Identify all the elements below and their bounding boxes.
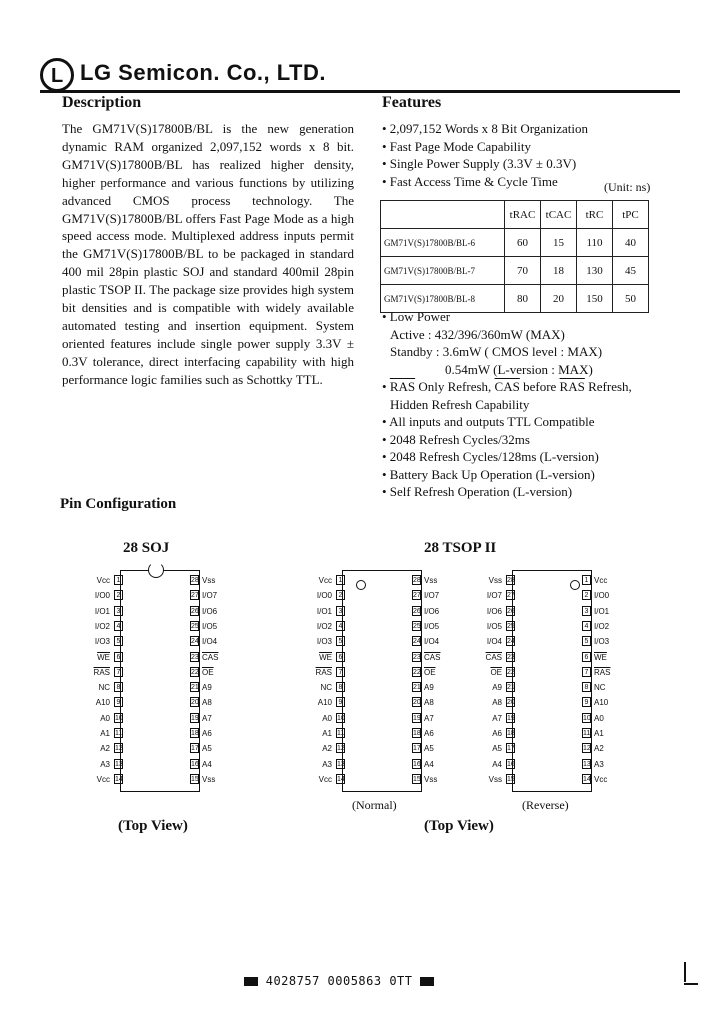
feature-item: • Fast Access Time & Cycle Time xyxy=(382,173,558,189)
feature-item: • Single Power Supply (3.3V ± 0.3V) xyxy=(382,156,577,171)
top-view-tsop: (Top View) xyxy=(424,818,494,834)
reverse-label: (Reverse) xyxy=(522,798,569,812)
pin-name: Vcc xyxy=(96,774,110,784)
pin-number: 13 xyxy=(337,760,345,768)
table-cell: 80 xyxy=(505,285,541,313)
pin-name: A2 xyxy=(594,744,604,754)
top-view-soj: (Top View) xyxy=(118,818,188,834)
pin-number: 5 xyxy=(114,636,123,646)
pin-number: 28 xyxy=(507,577,515,584)
pin-config-title: Pin Configuration xyxy=(60,496,177,512)
pin-number: 27 xyxy=(191,592,199,600)
pin-number: 24 xyxy=(413,638,421,646)
pin-number: 10 xyxy=(337,714,345,722)
pin-number: 15 xyxy=(413,775,421,783)
pin-number: 22 xyxy=(413,668,421,676)
ras-signal: $\overline{RAS}$ xyxy=(389,379,416,394)
pin-name: I/O4 xyxy=(424,637,440,647)
header-rule xyxy=(40,90,680,93)
pin-number: 7 xyxy=(582,667,591,677)
features-title: Features xyxy=(382,94,442,111)
feature-item: • 2048 Refresh Cycles/32ms xyxy=(382,431,530,447)
pin-name: A3 xyxy=(594,759,604,769)
part-number: GM71V(S)17800B/BL-8 xyxy=(381,285,505,313)
feature-standby-l: 0.54mW (L-version : MAX) xyxy=(445,361,593,377)
pin-name: I/O3 xyxy=(316,637,332,647)
pin-name: A10 xyxy=(317,698,332,708)
logo-letter: L xyxy=(51,65,64,87)
pin-name: I/O7 xyxy=(486,591,502,601)
pin-name: A8 xyxy=(492,698,502,708)
table-cell: 40 xyxy=(613,229,649,257)
table-header: tPC xyxy=(613,201,649,229)
pin-number: 20 xyxy=(507,699,515,707)
soj-title: 28 SOJ xyxy=(123,540,170,556)
pin-number: 18 xyxy=(191,730,199,737)
pin-name: I/O0 xyxy=(94,591,110,601)
pin-number: 6 xyxy=(114,652,123,662)
pin-name: Vss xyxy=(424,576,438,585)
pin-number: 12 xyxy=(337,745,345,753)
pin-name: $\overline{CAS}$ xyxy=(485,652,502,662)
description-title: Description xyxy=(62,94,142,111)
pin-name: A5 xyxy=(492,744,502,754)
pin-name: A2 xyxy=(322,744,332,754)
pin-name: NC xyxy=(594,683,606,693)
pin-number: 2 xyxy=(336,590,345,600)
pin-name: Vss xyxy=(488,774,502,784)
table-cell: 130 xyxy=(577,257,613,285)
pin-name: A2 xyxy=(100,744,110,754)
pin-number: 19 xyxy=(191,714,199,722)
pin-name: $\overline{RAS}$ xyxy=(93,667,110,677)
chip-body xyxy=(512,570,592,792)
pin-number: 1 xyxy=(114,575,123,585)
pin-name: Vcc xyxy=(318,576,332,585)
pin-number: 28 xyxy=(191,577,199,584)
feature-hidden-refresh: Hidden Refresh Capability xyxy=(390,396,530,412)
pin-name: I/O1 xyxy=(316,606,332,616)
pin-name: A5 xyxy=(424,744,434,754)
pin-number: 21 xyxy=(413,684,421,692)
table-cell: 45 xyxy=(613,257,649,285)
pin-name: I/O4 xyxy=(486,637,502,647)
pin-number: 11 xyxy=(115,730,123,737)
pin-number: 2 xyxy=(114,590,123,600)
pin-number: 10 xyxy=(583,714,591,722)
tsop-title: 28 TSOP II xyxy=(424,540,497,556)
corner-mark xyxy=(684,962,686,982)
pin-number: 3 xyxy=(114,606,123,616)
pin-name: A4 xyxy=(202,759,212,769)
feature-item: • 2,097,152 Words x 8 Bit Organization xyxy=(382,121,588,136)
pin-number: 11 xyxy=(337,730,345,737)
pin-number: 4 xyxy=(114,621,123,631)
pin-name: A4 xyxy=(424,759,434,769)
pin1-dot xyxy=(570,580,580,590)
pin-name: I/O5 xyxy=(202,621,218,631)
refresh-text: before xyxy=(519,379,560,394)
pin-number: 4 xyxy=(582,621,591,631)
feature-refresh: • $\overline{RAS}$ Only Refresh, $\overline{CAS}$ before $\overline{RAS}$ Refresh, xyxy=(382,379,632,394)
feature-item: • Battery Back Up Operation (L-version) xyxy=(382,466,595,482)
pin-name: $\overline{WE}$ xyxy=(319,652,332,662)
pin-name: I/O0 xyxy=(316,591,332,601)
pin-name: A1 xyxy=(100,729,110,738)
feature-active: Active : 432/396/360mW (MAX) xyxy=(390,326,565,342)
pin-name: I/O7 xyxy=(424,591,440,601)
lg-logo xyxy=(40,58,74,92)
pin-number: 16 xyxy=(413,760,421,768)
pin-number: 7 xyxy=(114,667,123,677)
pin-number: 25 xyxy=(191,622,199,630)
pin-name: A0 xyxy=(322,713,332,723)
pin1-dot xyxy=(356,580,366,590)
pin-number: 23 xyxy=(413,653,421,661)
pin-number: 7 xyxy=(336,667,345,677)
pin-name: I/O6 xyxy=(202,606,218,616)
pin-name: I/O3 xyxy=(594,637,610,647)
pin-name: A8 xyxy=(202,698,212,708)
pin-number: 17 xyxy=(191,745,199,753)
table-cell: 15 xyxy=(541,229,577,257)
feature-item: • 2048 Refresh Cycles/128ms (L-version) xyxy=(382,449,599,464)
pin-number: 13 xyxy=(583,760,591,768)
pin-name: Vss xyxy=(202,576,216,585)
chip-body xyxy=(120,570,200,792)
pin-name: $\overline{CAS}$ xyxy=(202,652,219,662)
pin-name: A4 xyxy=(492,759,502,769)
pin-name: A0 xyxy=(100,713,110,723)
pin-number: 18 xyxy=(413,730,421,737)
pin-name: Vss xyxy=(424,774,438,784)
pin-name: A5 xyxy=(202,744,212,754)
feature-item: • Self Refresh Operation (L-version) xyxy=(382,484,573,499)
pin-number: 13 xyxy=(115,760,123,768)
pin-number: 15 xyxy=(507,775,515,783)
pin-name: $\overline{RAS}$ xyxy=(315,667,332,677)
pin-number: 27 xyxy=(507,592,515,600)
barcode-block xyxy=(244,977,258,986)
pin-number: 18 xyxy=(507,730,515,737)
pin-number: 26 xyxy=(413,607,421,615)
pin-number: 8 xyxy=(336,682,345,692)
pin-name: Vcc xyxy=(96,576,110,585)
pin-name: $\overline{CAS}$ xyxy=(424,652,441,662)
pin-number: 6 xyxy=(336,652,345,662)
pin-name: A1 xyxy=(594,729,604,738)
pin-name: I/O1 xyxy=(94,606,110,616)
pin-number: 19 xyxy=(507,714,515,722)
feature-standby: Standby : 3.6mW ( CMOS level : MAX) xyxy=(390,344,603,359)
pin-name: A9 xyxy=(424,683,434,693)
table-cell: 150 xyxy=(577,285,613,313)
pin-name: A7 xyxy=(492,713,502,723)
pin-number: 6 xyxy=(582,652,591,662)
part-number: GM71V(S)17800B/BL-7 xyxy=(381,257,505,285)
pin-name: I/O5 xyxy=(486,621,502,631)
pin-number: 22 xyxy=(507,668,515,676)
pin-name: A6 xyxy=(424,729,434,738)
pin-number: 12 xyxy=(115,745,123,753)
corner-mark xyxy=(684,983,698,985)
refresh-text: Refresh, xyxy=(584,379,632,394)
footer-barcode xyxy=(244,974,434,988)
table-row xyxy=(381,257,649,285)
pin-number: 25 xyxy=(507,622,515,630)
ras-signal: $\overline{RAS}$ xyxy=(559,379,585,394)
pin-number: 16 xyxy=(507,760,515,768)
pin-name: A6 xyxy=(202,729,212,738)
pin-name: I/O3 xyxy=(94,637,110,647)
pin-number: 14 xyxy=(337,775,345,783)
pin-number: 16 xyxy=(191,760,199,768)
pin-name: A3 xyxy=(100,759,110,769)
pin-number: 5 xyxy=(582,636,591,646)
pin-number: 23 xyxy=(507,653,515,661)
pin-number: 4 xyxy=(336,621,345,631)
pin-name: I/O7 xyxy=(202,591,218,601)
pin-number: 14 xyxy=(115,775,123,783)
pin-number: 23 xyxy=(191,653,199,661)
pin-name: Vcc xyxy=(594,576,608,585)
pin-number: 26 xyxy=(507,607,515,615)
table-cell: 18 xyxy=(541,257,577,285)
pin-number: 24 xyxy=(191,638,199,646)
features-list-bottom xyxy=(382,308,632,501)
pin-name: $\overline{OE}$ xyxy=(424,667,436,677)
features-list-top xyxy=(382,120,588,190)
pin-name: I/O6 xyxy=(486,606,502,616)
pin-name: A7 xyxy=(202,713,212,723)
barcode-block xyxy=(420,977,434,986)
company-name: LG Semicon. Co., LTD. xyxy=(80,60,326,85)
table-cell: 20 xyxy=(541,285,577,313)
table-row xyxy=(381,229,649,257)
pin-name: A7 xyxy=(424,713,434,723)
pin-name: A6 xyxy=(492,729,502,738)
pin-number: 5 xyxy=(336,636,345,646)
pin-number: 3 xyxy=(336,606,345,616)
pin-number: 9 xyxy=(582,697,591,707)
pin-number: 3 xyxy=(582,606,591,616)
pin-name: $\overline{OE}$ xyxy=(490,667,502,677)
table-cell: 50 xyxy=(613,285,649,313)
pin-name: Vcc xyxy=(318,774,332,784)
pin-name: $\overline{WE}$ xyxy=(97,652,110,662)
refresh-text: Only Refresh, xyxy=(415,379,495,394)
feature-low-power: • Low Power xyxy=(382,309,451,324)
pin-number: 11 xyxy=(583,730,591,737)
pin-number: 21 xyxy=(191,684,199,692)
pin-number: 20 xyxy=(413,699,421,707)
table-cell: 60 xyxy=(505,229,541,257)
table-cell: 110 xyxy=(577,229,613,257)
pin-name: I/O5 xyxy=(424,621,440,631)
pin-name: $\overline{WE}$ xyxy=(594,652,607,662)
pin-name: $\overline{OE}$ xyxy=(202,667,214,677)
pin-name: A9 xyxy=(202,683,212,693)
unit-label: (Unit: ns) xyxy=(604,180,651,194)
table-cell: 70 xyxy=(505,257,541,285)
pin-number: 17 xyxy=(413,745,421,753)
chip-body xyxy=(342,570,422,792)
pin-number: 9 xyxy=(114,697,123,707)
pin-name: I/O6 xyxy=(424,606,440,616)
description-body: The GM71V(S)17800B/BL is the new generation dynamic RAM organized 2,097,152 words x 8 bit. GM71V(S)17800B/BL has realized higher density, higher performance and various functions by utilizing advanced CMOS process technology. The GM71V(S)17800B/BL offers Fast Page Mode as a high speed access mode. Multiplexed address inputs permit the GM71V(S)17800B/BL to be packaged in standard 400 mil 28pin plastic SOJ and standard 400mil 28pin plastic TSOP II. The package size provides high system bit densities and is compatible with widely available automated testing and insertion equipment. System oriented features include single power supply 3.3V ± 0.3V tolerance, direct interfacing capability with high performance logic families such as Schottky TTL. xyxy=(62,121,354,387)
pin-name: A3 xyxy=(322,759,332,769)
table-corner xyxy=(381,201,505,229)
timing-table xyxy=(380,200,649,313)
cas-signal: $\overline{CAS}$ xyxy=(494,379,520,394)
pin-number: 12 xyxy=(583,745,591,753)
pin-name: A1 xyxy=(322,729,332,738)
pin-number: 9 xyxy=(336,697,345,707)
pin-number: 8 xyxy=(114,682,123,692)
pin-name: Vss xyxy=(488,576,502,585)
pin-number: 17 xyxy=(507,745,515,753)
pin-number: 27 xyxy=(413,592,421,600)
pin-number: 25 xyxy=(413,622,421,630)
feature-item: • Fast Page Mode Capability xyxy=(382,138,531,154)
pin-number: 1 xyxy=(336,575,345,585)
pin-name: I/O2 xyxy=(316,621,332,631)
pin-number: 10 xyxy=(115,714,123,722)
footer-code: 4028757 0005863 0TT xyxy=(265,974,413,988)
pin-name: A0 xyxy=(594,713,604,723)
part-number: GM71V(S)17800B/BL-6 xyxy=(381,229,505,257)
pin-number: 15 xyxy=(191,775,199,783)
pin-name: I/O2 xyxy=(94,621,110,631)
pin-name: A10 xyxy=(594,698,609,708)
table-header: tRC xyxy=(577,201,613,229)
pin-name: I/O0 xyxy=(594,591,610,601)
feature-item: • All inputs and outputs TTL Compatible xyxy=(382,414,595,429)
pin-name: Vss xyxy=(202,774,216,784)
pin-number: 21 xyxy=(507,684,515,692)
pin-number: 19 xyxy=(413,714,421,722)
pin-name: I/O2 xyxy=(594,621,610,631)
pin-name: A8 xyxy=(424,698,434,708)
pin-number: 28 xyxy=(413,577,421,584)
pin-number: 26 xyxy=(191,607,199,615)
pin-name: I/O1 xyxy=(594,606,610,616)
pin-number: 1 xyxy=(582,575,591,585)
pin-name: $\overline{RAS}$ xyxy=(594,667,611,677)
table-header: tCAC xyxy=(541,201,577,229)
pin-name: NC xyxy=(320,683,332,693)
pin-number: 22 xyxy=(191,668,199,676)
pin-name: I/O4 xyxy=(202,637,218,647)
pin-name: Vcc xyxy=(594,774,608,784)
pin-name: NC xyxy=(98,683,110,693)
pin1-notch xyxy=(148,562,164,578)
normal-label: (Normal) xyxy=(352,798,397,812)
table-header: tRAC xyxy=(505,201,541,229)
table-header-row xyxy=(381,201,649,229)
pin-number: 8 xyxy=(582,682,591,692)
pin-number: 2 xyxy=(582,590,591,600)
pin-name: A10 xyxy=(95,698,110,708)
pin-number: 24 xyxy=(507,638,515,646)
pin-name: A9 xyxy=(492,683,502,693)
pin-number: 14 xyxy=(583,775,591,783)
pin-number: 20 xyxy=(191,699,199,707)
